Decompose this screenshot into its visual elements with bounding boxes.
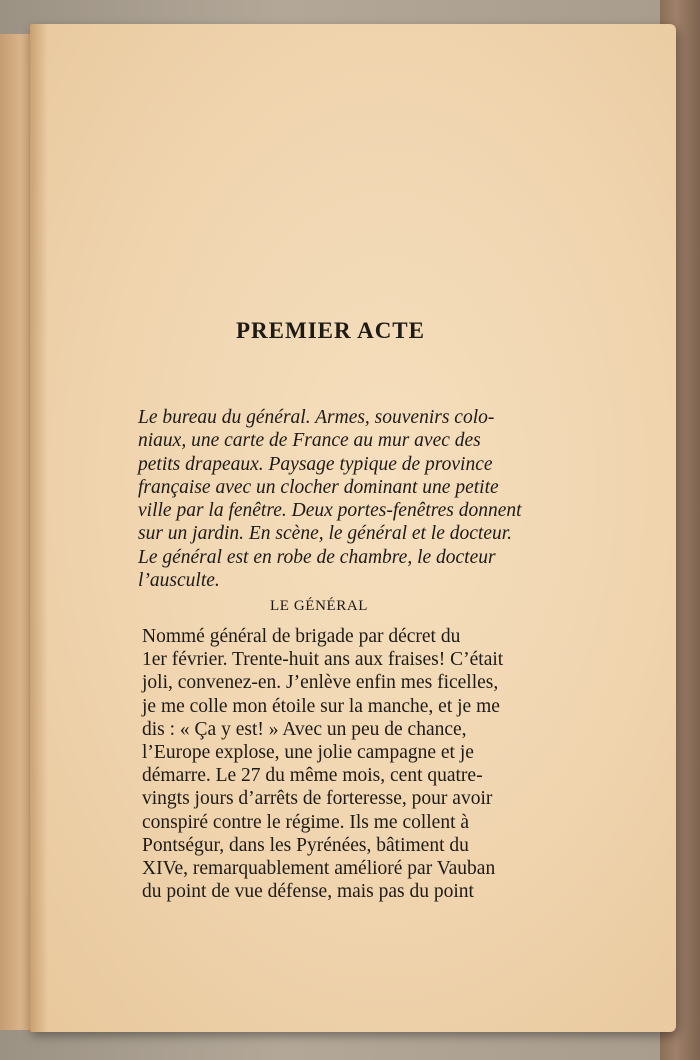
stage-direction-line: sur un jardin. En scène, le général et le docteur.	[138, 523, 513, 545]
speech-line: 1er février. Trente-huit ans aux fraises! C’était	[142, 649, 504, 671]
stage-direction-line: petits drapeaux. Paysage typique de province	[138, 453, 493, 475]
act-title: PREMIER ACTE	[236, 318, 425, 343]
page-gutter-shadow	[30, 24, 48, 1032]
stage-direction-line: niaux, une carte de France au mur avec des	[138, 430, 481, 452]
stage-direction	[138, 406, 558, 592]
stage-direction-line: Le général est en robe de chambre, le docteur	[138, 546, 496, 568]
speech-line: vingts jours d’arrêts de forteresse, pour avoir	[142, 788, 493, 810]
speech-line: démarre. Le 27 du même mois, cent quatre-	[142, 765, 483, 787]
speech-text	[142, 625, 562, 903]
speech-line: Pontségur, dans les Pyrénées, bâtiment du	[142, 834, 469, 856]
speech-line: joli, convenez-en. J’enlève enfin mes ficelles,	[142, 672, 499, 694]
stage-direction-line: l’ausculte.	[138, 570, 220, 592]
speech-line: XIVe, remarquablement amélioré par Vauban	[142, 858, 496, 880]
speech-line: Nommé général de brigade par décret du	[142, 626, 461, 647]
speech-line: l’Europe explose, une jolie campagne et je	[142, 742, 474, 764]
stage-direction-line: française avec un clocher dominant une petite	[138, 476, 499, 498]
speech-line: conspiré contre le régime. Ils me collent à	[142, 811, 470, 833]
speech-line: du point de vue défense, mais pas du point	[142, 881, 474, 903]
speech-line: je me colle mon étoile sur la manche, et je me	[142, 695, 500, 717]
speaker-name: LE GÉNÉRAL	[270, 598, 369, 614]
speech-line: dis : « Ça y est! » Avec un peu de chance,	[142, 718, 467, 740]
stage-direction-line: Le bureau du général. Armes, souvenirs colo-	[138, 407, 495, 428]
stage-direction-line: ville par la fenêtre. Deux portes-fenêtres donnent	[138, 500, 522, 522]
